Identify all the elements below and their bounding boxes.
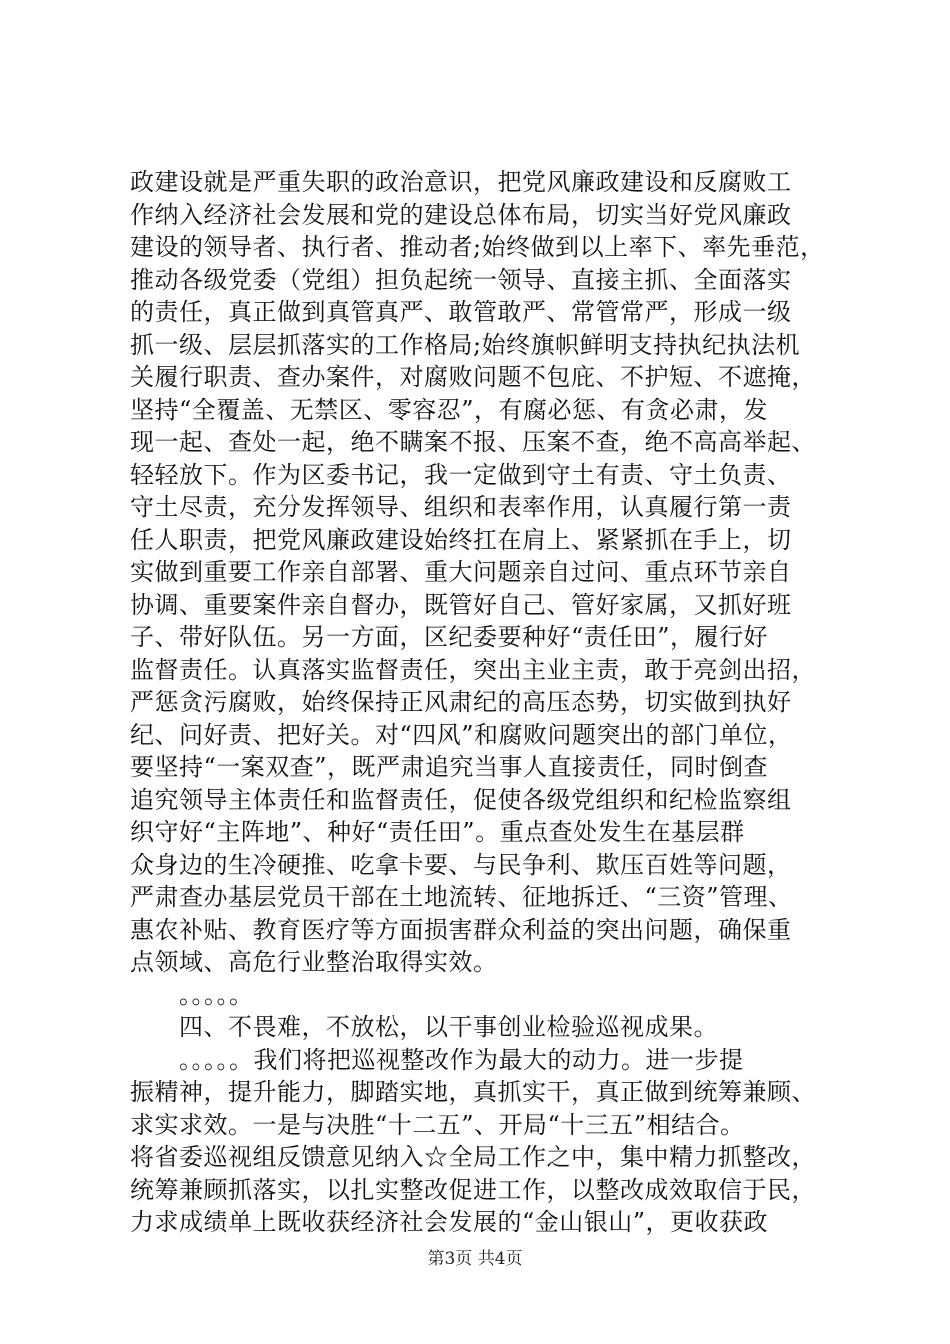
body-text (130, 166, 830, 1239)
text-line: 要坚持“一案双查”，既严肃追究当事人直接责任，同时倒查 (130, 753, 769, 781)
text-line: 抓一级、层层抓落实的工作格局;始终旗帜鲜明支持执纪执法机 (130, 330, 801, 359)
text-line: 坚持“全覆盖、无禁区、零容忍”，有腐必惩、有贪必肃，发 (130, 395, 769, 424)
text-line: 惠农补贴、教育医疗等方面损害群众利益的突出问题，确保重 (130, 915, 792, 944)
text-line: 织守好“主阵地”、种好“责任田”。重点查处发生在基层群 (130, 818, 745, 846)
text-line: 。。。。。 (130, 980, 254, 1009)
text-line: 监督责任。认真落实监督责任，突出主业主责，敢于亮剑出招， (130, 655, 816, 684)
text-line: 振精神，提升能力，脚踏实地，真抓实干，真正做到统筹兼顾、 (130, 1078, 816, 1106)
text-line: 作纳入经济社会发展和党的建设总体布局，切实当好党风廉政 (130, 200, 792, 229)
text-line: 实做到重要工作亲自部署、重大问题亲自过问、重点环节亲自 (130, 558, 792, 586)
text-line: 力求成绩单上既收获经济社会发展的“金山银山”，更收获政 (130, 1208, 769, 1236)
text-line: 现一起、查处一起，绝不瞒案不报、压案不查，绝不高高举起、 (130, 428, 816, 456)
page-footer: 第3页 共4页 (427, 1249, 523, 1269)
text-line: 求实求效。一是与决胜“十二五”、开局“十三五”相结合。 (130, 1110, 745, 1139)
text-line: 纪、问好责、把好关。对“四风”和腐败问题突出的部门单位， (130, 720, 793, 749)
text-line: 众身边的生冷硬推、吃拿卡要、与民争利、欺压百姓等问题， (130, 850, 792, 879)
text-line: 子、带好队伍。另一方面，区纪委要种好“责任田”，履行好 (130, 623, 769, 651)
text-line: 严肃查办基层党员干部在土地流转、征地拆迁、“三资”管理、 (130, 883, 793, 911)
text-line: 建设的领导者、执行者、推动者;始终做到以上率下、率先垂范， (130, 233, 825, 261)
text-line: 政建设就是严重失职的政治意识，把党风廉政建设和反腐败工 (130, 168, 792, 196)
text-line: 协调、重要案件亲自督办，既管好自己、管好家属，又抓好班 (130, 590, 792, 619)
text-line: 守土尽责，充分发挥领导、组织和表率作用，认真履行第一责 (130, 493, 792, 521)
text-line: 。。。。。我们将把巡视整改作为最大的动力。进一步提 (130, 1045, 744, 1074)
text-line: 的责任，真正做到真管真严、敢管敢严、常管常严，形成一级 (130, 298, 792, 326)
text-line: 将省委巡视组反馈意见纳入☆全局工作之中，集中精力抓整改， (130, 1143, 816, 1171)
text-line: 统筹兼顾抓落实，以扎实整改促进工作，以整改成效取信于民， (130, 1175, 816, 1204)
text-line: 四、不畏难，不放松，以干事创业检验巡视成果。 (130, 1013, 718, 1041)
text-line: 轻轻放下。作为区委书记，我一定做到守土有责、守土负责、 (130, 460, 792, 489)
text-line: 追究领导主体责任和监督责任，促使各级党组织和纪检监察组 (130, 785, 792, 814)
text-line: 严惩贪污腐败，始终保持正风肃纪的高压态势，切实做到执好 (130, 688, 792, 716)
text-line: 推动各级党委（党组）担负起统一领导、直接主抓、全面落实 (130, 265, 792, 294)
text-line: 关履行职责、查办案件，对腐败问题不包庇、不护短、不遮掩， (130, 363, 816, 391)
text-line: 任人职责，把党风廉政建设始终扛在肩上、紧紧抓在手上，切 (130, 525, 792, 554)
text-line: 点领域、高危行业整治取得实效。 (130, 948, 498, 976)
